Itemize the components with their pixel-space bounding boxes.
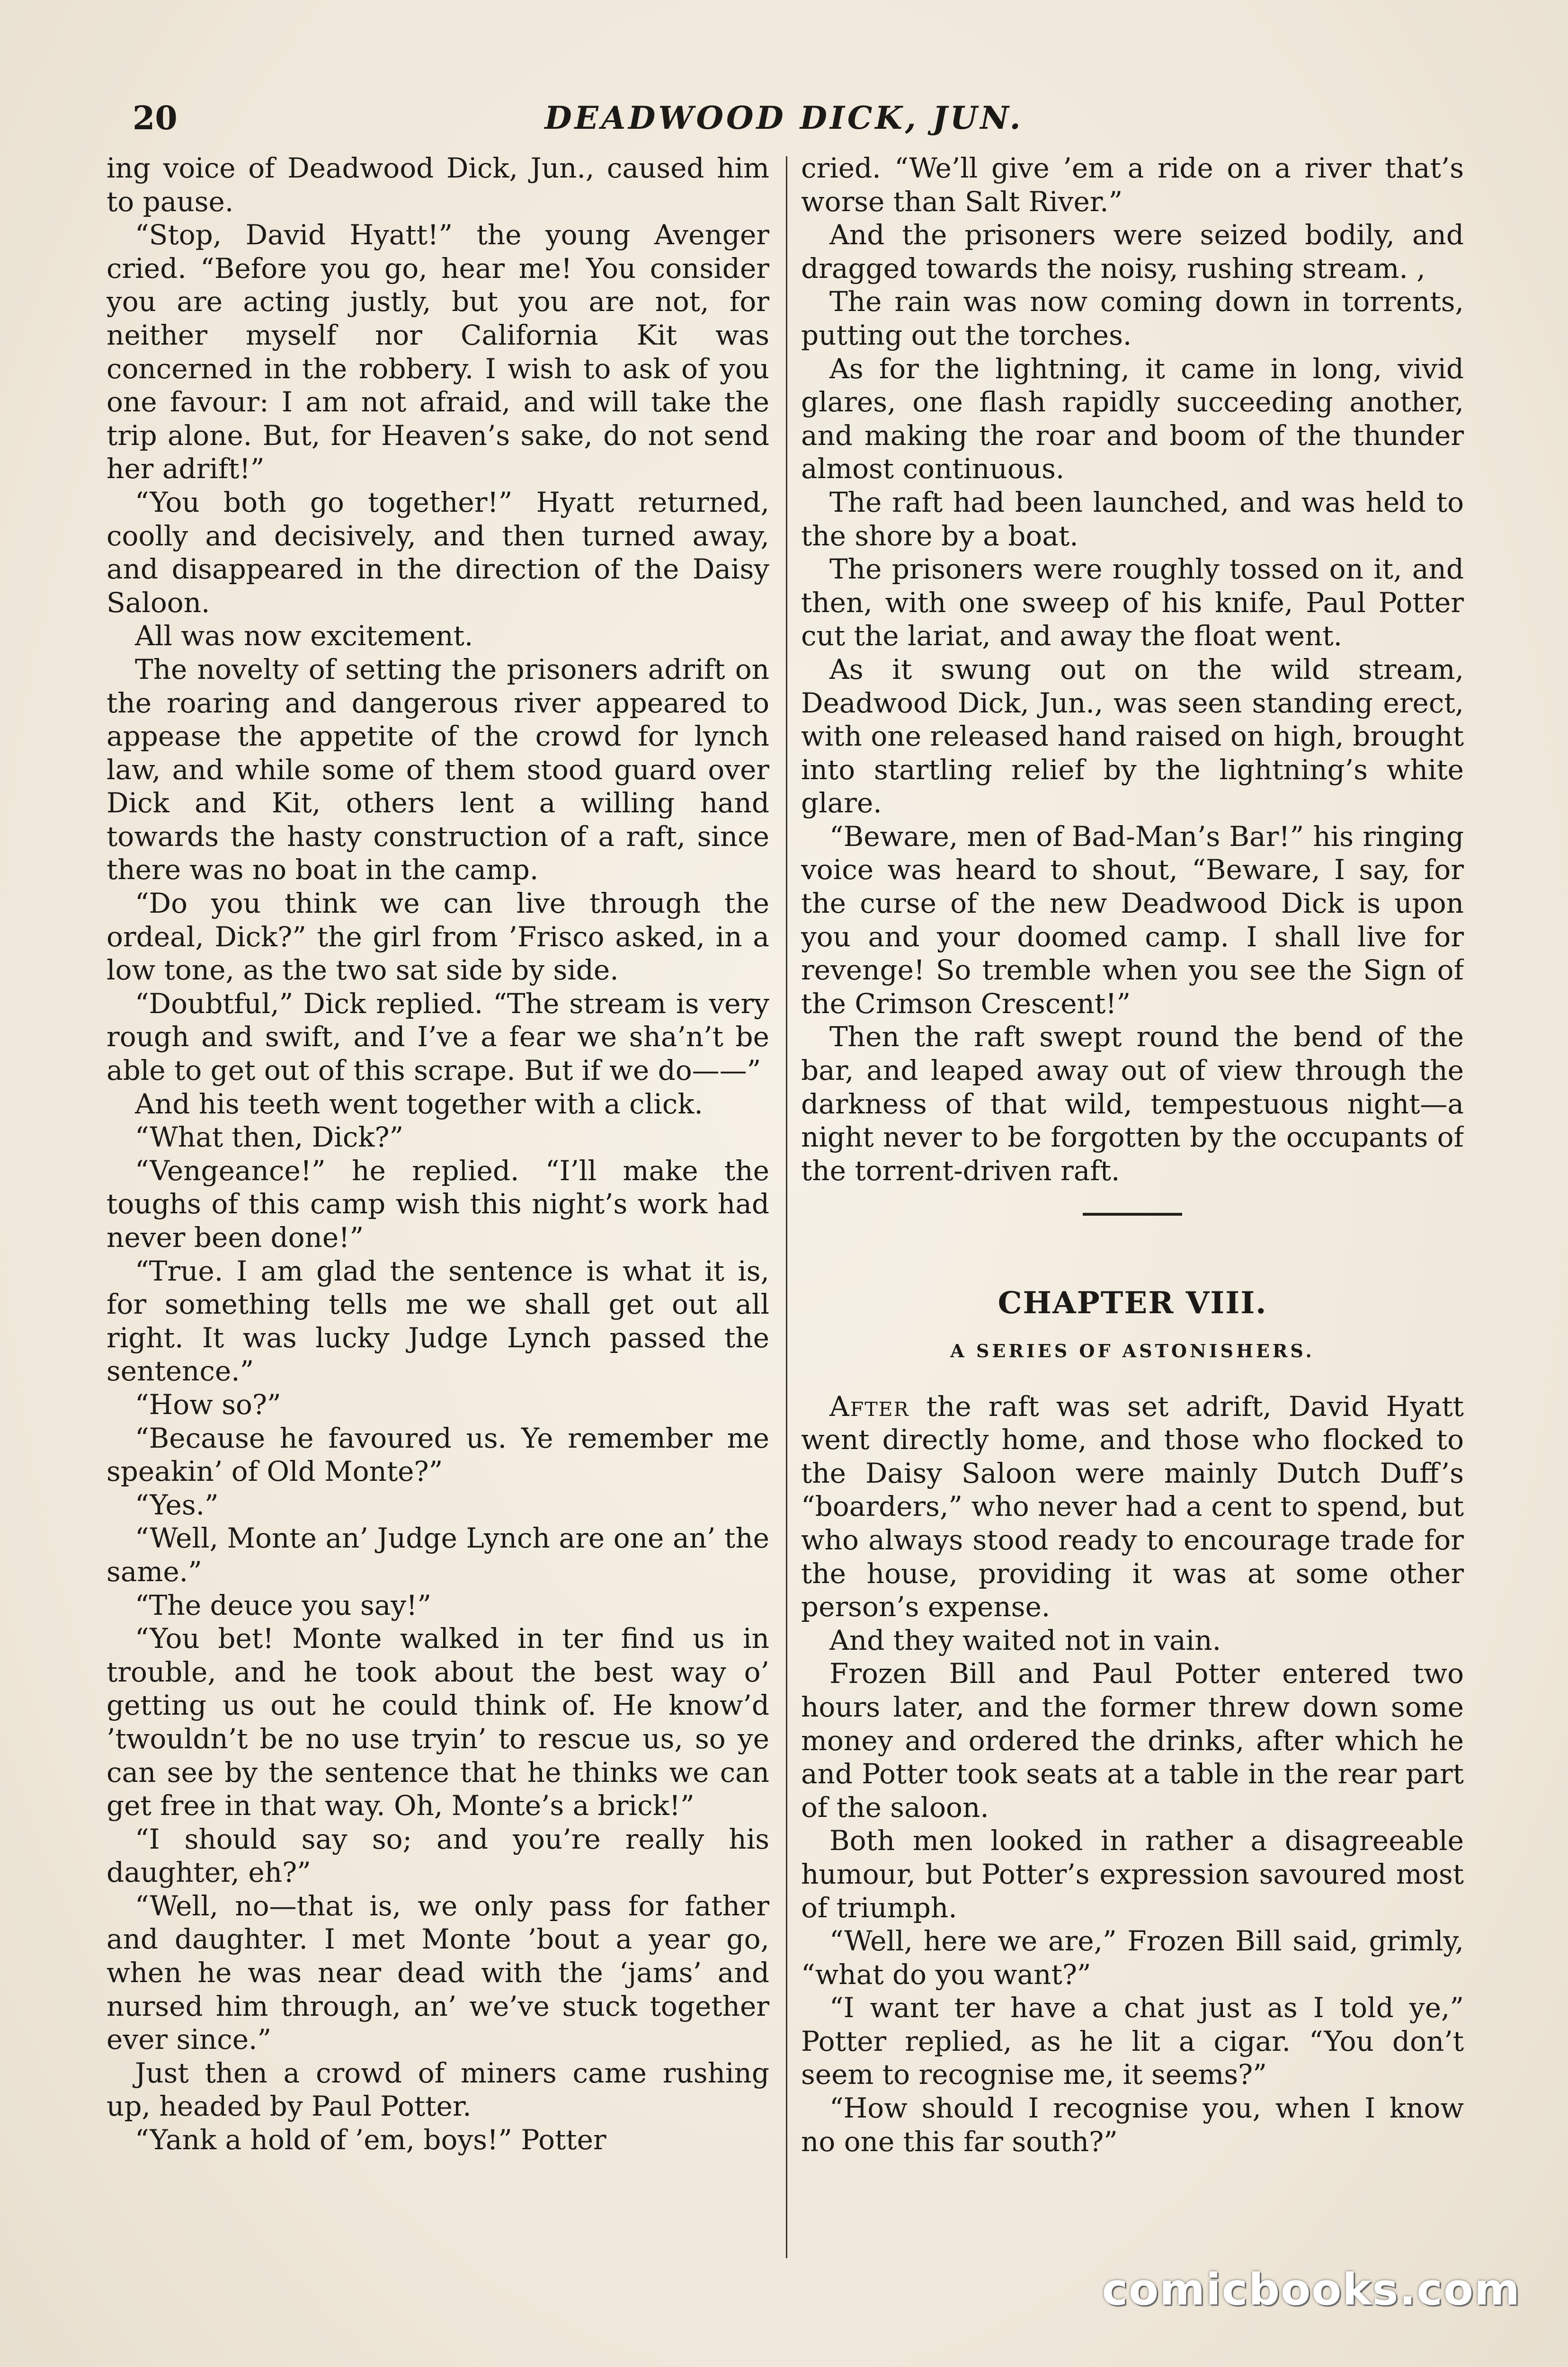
chapter-first-word: After [829,1390,909,1423]
paragraph: ing voice of Deadwood Dick, Jun., caused him to pause. [107,152,769,218]
chapter-opening-text: the raft was set adrift, David Hyatt went directly home, and those who flocked to the Daisy Saloon were mainly Dutch Duff’s “boarders,” who never had a cent to spend, but who always stood ready to encourage trade for the house, providing it was at some other person’s expense. [801,1390,1464,1623]
paragraph: Frozen Bill and Paul Potter entered two hours later, and the former threw down some money and ordered the drinks, after which he and Potter took seats at a table in the rear part of the saloon. [801,1657,1464,1824]
paragraph: “I want ter have a chat just as I told ye,” Potter replied, as he lit a cigar. “You don’t seem to recognise me, it seems?” [801,1992,1464,2091]
paragraph: “The deuce you say!” [135,1589,432,1621]
paragraph: Then the raft swept round the bend of the bar, and leaped away out of view through the darkness of that wild, tempestuous night—a night never to be forgotten by the occupants of the torrent-driven raft. [801,1021,1464,1187]
paragraph: The rain was now coming down in torrents, putting out the torches. [801,285,1464,351]
paragraph: “Yank a hold of ’em, boys!” Potter [135,2124,606,2156]
paragraph: “Well, here we are,” Frozen Bill said, grimly, “what do you want?” [801,1925,1464,1991]
running-title: DEADWOOD DICK, JUN. [544,99,1024,136]
paragraph: And his teeth went together with a click. [135,1087,703,1120]
left-column [107,151,769,2263]
paragraph: “Well, no—that is, we only pass for father and daughter. I met Monte ’bout a year go, when he was near dead with the ‘jams’ and nursed him through, an’ we’ve stuck together ever since.” [107,1889,769,2056]
paragraph: “You both go together!” Hyatt returned, coolly and decisively, and then turned away, and disappeared in the direction of the Daisy Saloon. [107,486,769,619]
paragraph: And the prisoners were seized bodily, and dragged towards the noisy, rushing stream. , [801,219,1464,285]
paragraph: “Vengeance!” he replied. “I’ll make the toughs of this camp wish this night’s work had never been done!” [107,1154,769,1254]
paragraph: “I should say so; and you’re really his daughter, eh?” [107,1823,769,1889]
paragraph: “Well, Monte an’ Judge Lynch are one an’ the same.” [107,1522,769,1588]
paragraph: “Yes.” [135,1488,219,1521]
paragraph: The novelty of setting the prisoners adrift on the roaring and dangerous river appeared to appease the appetite of the crowd for lynch law, and while some of them stood guard over Dick and Kit, others lent a willing hand towards the hasty construction of a raft, since there was no boat in the camp. [107,653,769,886]
chapter-subtitle: A SERIES OF ASTONISHERS. [950,1340,1315,1361]
paragraph: “True. I am glad the sentence is what it is, for something tells me we shall get out all right. It was lucky Judge Lynch passed the sentence.” [107,1255,769,1388]
paragraph: “How should I recognise you, when I know no one this far south?” [801,2092,1464,2158]
watermark: comicbooks.com [1102,2264,1521,2315]
chapter-title: CHAPTER VIII. [998,1285,1267,1321]
page-header [104,95,1464,142]
page-number: 20 [133,99,178,137]
paragraph: “Because he favoured us. Ye remember me speakin’ of Old Monte?” [107,1422,769,1488]
paragraph: “Beware, men of Bad-Man’s Bar!” his ringing voice was heard to shout, “Beware, I say, for the curse of the new Deadwood Dick is upon you and your doomed camp. I shall live for revenge! So tremble when you see the Sign of the Crimson Crescent!” [801,820,1464,1020]
paragraph: “Do you think we can live through the ordeal, Dick?” the girl from ’Frisco asked, in a low tone, as the two sat side by side. [107,887,769,987]
paragraph: As it swung out on the wild stream, Deadwood Dick, Jun., was seen standing erect, with one released hand raised on high, brought into startling relief by the lightning’s white glare. [801,653,1464,819]
paragraph: As for the lightning, it came in long, vivid glares, one flash rapidly succeeding another, and making the roar and boom of the thunder almost continuous. [801,352,1464,485]
paragraph: “Stop, David Hyatt!” the young Avenger cried. “Before you go, hear me! You consider you are acting justly, but you are not, for neither myself nor California Kit was concerned in the robbery. I wish to ask of you one favour: I am not afraid, and will take the trip alone. But, for Heaven’s sake, do not send her adrift!” [107,219,769,485]
right-column [801,151,1464,2263]
paragraph: And they waited not in vain. [829,1624,1221,1656]
paragraph: “You bet! Monte walked in ter find us in trouble, and he took about the best way o’ getting us out he could think of. He know’d ’twouldn’t be no use tryin’ to rescue us, so ye can see by the sentence that he thinks we can get free in that way. Oh, Monte’s a brick!” [107,1622,769,1822]
paragraph: “How so?” [135,1388,281,1421]
chapter-opening-paragraph [801,1390,1464,1624]
paragraph: Just then a crowd of miners came rushing up, headed by Paul Potter. [107,2056,769,2123]
paragraph: “What then, Dick?” [135,1121,404,1154]
paragraph: The prisoners were roughly tossed on it, and then, with one sweep of his knife, Paul Potter cut the lariat, and away the float went. [801,553,1464,652]
paragraph: Both men looked in rather a disagreeable humour, but Potter’s expression savoured most of triumph. [801,1824,1464,1924]
paragraph: cried. “We’ll give ’em a ride on a river that’s worse than Salt River.” [801,152,1464,218]
column-rule [786,156,787,2258]
section-divider [1083,1213,1182,1216]
paragraph: “Doubtful,” Dick replied. “The stream is very rough and swift, and I’ve a fear we sha’n’t be able to get out of this scrape. But if we do——” [107,987,769,1087]
paragraph: All was now excitement. [135,620,473,652]
paragraph: The raft had been launched, and was held to the shore by a boat. [801,486,1464,552]
